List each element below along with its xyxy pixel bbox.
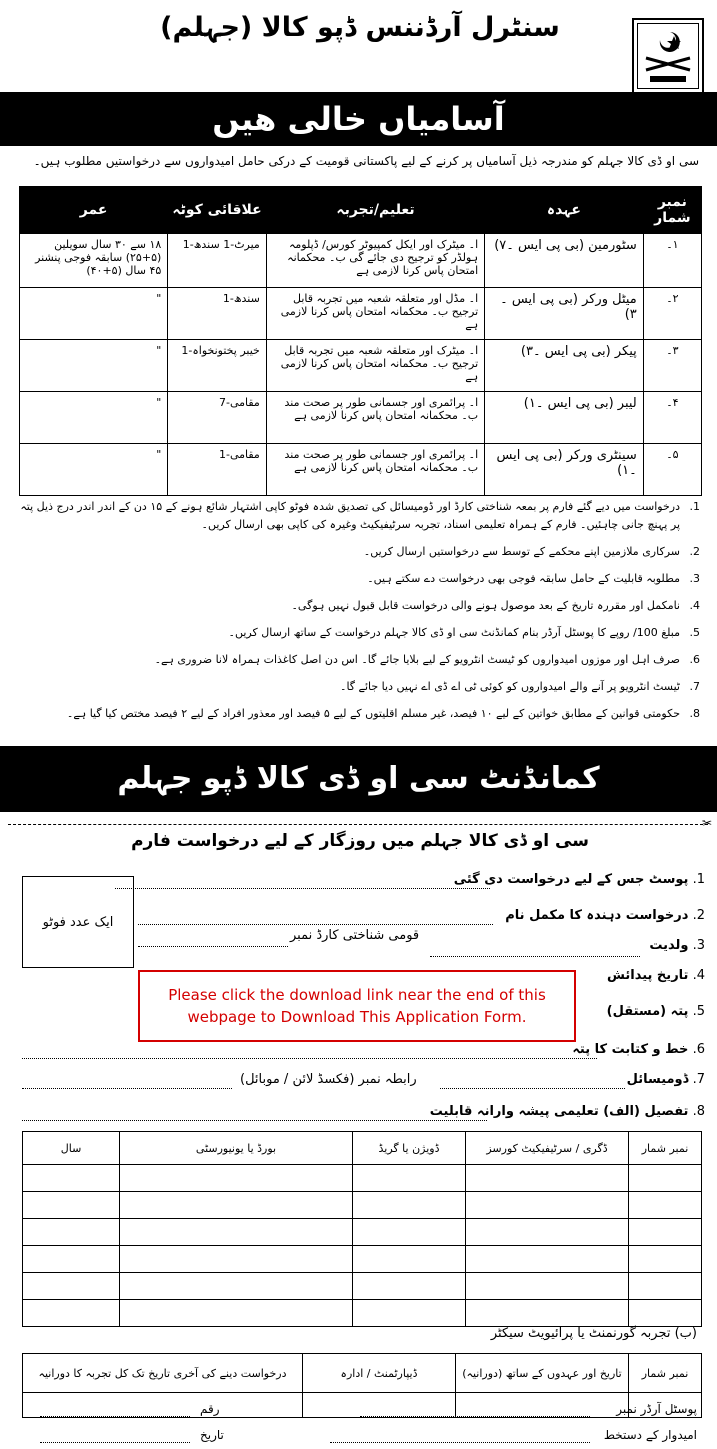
field-qualification — [430, 1104, 705, 1119]
note-number: 1. — [689, 500, 700, 513]
download-notice: Please click the download link near the end of this webpage to Download This Application Form. — [138, 970, 576, 1042]
note-text: نامکمل اور مقررہ تاریخ کے بعد موصول ہونے والی درخواست قابل قبول نہیں ہوگی۔ — [291, 599, 680, 612]
commandant-banner: کمانڈنٹ سی او ڈی کالا ڈپو جہلم — [0, 746, 717, 812]
date-input-line[interactable] — [40, 1442, 190, 1443]
scissors-icon: ✂ — [702, 816, 713, 830]
table-row — [20, 392, 702, 444]
field-dob — [607, 968, 705, 983]
row-age: " — [20, 340, 168, 392]
post-input-line[interactable] — [115, 888, 490, 889]
field-name — [505, 908, 705, 923]
postal-order-input-line[interactable] — [360, 1416, 590, 1417]
photo-box: ایک عدد فوٹو — [22, 876, 134, 968]
col-header-num: نمبر شمار — [643, 187, 701, 234]
field-post — [454, 872, 705, 887]
field-domicile — [627, 1072, 705, 1087]
cnic-input-line[interactable] — [138, 946, 288, 947]
list-item — [20, 570, 700, 588]
row-quota: مقامی-7 — [168, 392, 267, 444]
cut-line — [8, 824, 708, 825]
table-row[interactable] — [23, 1165, 702, 1192]
qualification-input-line[interactable] — [22, 1120, 487, 1121]
row-edu: ا۔ میٹرک اور ایکل کمپیوٹر کورس/ ڈپلومہ ہولڈر کو ترجیح دی جائے گی ب۔ محکمانہ امتحان پاس کرنا لازمی ہے — [266, 234, 484, 288]
row-num: ۵۔ — [643, 444, 701, 496]
field-label: پتہ (مستقل) — [606, 1004, 689, 1019]
row-age: " — [20, 288, 168, 340]
note-number: 6. — [689, 653, 700, 666]
education-table — [22, 1131, 702, 1327]
col-header-post: عہدہ — [485, 187, 644, 234]
row-num: ۳۔ — [643, 340, 701, 392]
father-name-input-line[interactable] — [430, 956, 640, 957]
date-label: تاریخ — [200, 1428, 224, 1442]
signature-label: امیدوار کے دستخط — [603, 1428, 697, 1442]
signature-input-line[interactable] — [330, 1442, 590, 1443]
note-text: سرکاری ملازمین اپنے محکمے کے توسط سے درخواستیں ارسال کریں۔ — [363, 545, 680, 558]
row-age: " — [20, 444, 168, 496]
experience-title: (ب) تجربہ گورنمنٹ یا پرائیویٹ سیکٹر — [490, 1326, 697, 1341]
edu-col-board: بورڈ یا یونیورسٹی — [120, 1132, 353, 1165]
experience-table — [22, 1353, 702, 1418]
exp-col-num: نمبر شمار — [629, 1354, 702, 1393]
field-label: تاریخ پیدائش — [607, 968, 689, 983]
field-father-name — [649, 938, 705, 953]
row-quota: مقامی-1 — [168, 444, 267, 496]
note-text: حکومتی قوانین کے مطابق خواتین کے لیے ۱۰ فیصد، غیر مسلم اقلیتوں کے لیے ۵ فیصد اور معذور افراد کے لیے ۲ فیصد مختص کیا گیا ہے۔ — [66, 707, 680, 720]
list-item — [20, 705, 700, 723]
field-label: ڈومیسائل — [626, 1072, 689, 1087]
field-number: 7. — [692, 1072, 705, 1087]
note-text: درخواست میں دیے گئے فارم پر بمعہ شناختی کارڈ اور ڈومیسائل کی تصدیق شدہ فوٹو کاپی اشتہار شائع ہونے کے ۱۵ دن کے اندر اندر درج ذیل پتہ پر پہنچ جانی چاہئیں۔ فارم کے ہمراہ تعلیمی اسناد، تجربہ سرٹیفیکیٹ وغیرہ کی کاپی بھی ارسال کریں۔ — [20, 500, 680, 531]
col-header-quota: علاقائی کوٹہ — [168, 187, 267, 234]
row-edu: ا۔ میٹرک اور متعلقہ شعبہ میں تجربہ قابل ترجیح ب۔ محکمانہ امتحان پاس کرنا لازمی ہے — [266, 340, 484, 392]
list-item — [20, 651, 700, 669]
row-post: سٹورمین (بی پی ایس ۔۷) — [485, 234, 644, 288]
note-text: مطلوبہ قابلیت کے حامل سابقہ فوجی بھی درخواست دے سکتے ہیں۔ — [367, 572, 680, 585]
table-row — [20, 234, 702, 288]
field-number: 6. — [692, 1042, 705, 1057]
row-quota: سندھ-1 — [168, 288, 267, 340]
row-edu: ا۔ پرائمری اور جسمانی طور پر صحت مند ب۔ محکمانہ امتحان پاس کرنا لازمی ہے — [266, 392, 484, 444]
table-row[interactable] — [23, 1192, 702, 1219]
table-row[interactable] — [23, 1246, 702, 1273]
table-row[interactable] — [23, 1219, 702, 1246]
intro-text: سی او ڈی کالا جہلم کو مندرجہ ذیل آسامیاں پر کرنے کے لیے پاکستانی قومیت کے درکی حامل امیدواروں سے درخواستیں مطلوب ہیں۔ — [33, 154, 699, 168]
list-item — [20, 624, 700, 642]
note-number: 8. — [689, 707, 700, 720]
row-age: ۱۸ سے ۳۰ سال سویلین (۵+۲۵) سابقہ فوجی پنشنر ۴۵ سال (۵+۴۰) — [20, 234, 168, 288]
note-text: ٹیسٹ انٹرویو پر آنے والے امیدواروں کو کوئی ٹی اے ڈی اے نہیں دیا جائے گا۔ — [340, 680, 680, 693]
field-label: ولدیت — [649, 938, 689, 953]
edu-col-degree: ڈگری / سرٹیفیکیٹ کورسز — [466, 1132, 629, 1165]
list-item — [20, 498, 700, 534]
row-post: میٹل ورکر (بی پی ایس ۔۳) — [485, 288, 644, 340]
row-post: پیکر (بی پی ایس ۔۳) — [485, 340, 644, 392]
field-label: پوسٹ جس کے لیے درخواست دی گئی — [453, 872, 689, 887]
table-row[interactable] — [23, 1300, 702, 1327]
field-number: 3. — [692, 938, 705, 953]
army-emblem-icon — [632, 18, 704, 94]
row-quota: میرٹ-1 سندھ-1 — [168, 234, 267, 288]
edu-col-grade: ڈویژن یا گریڈ — [353, 1132, 466, 1165]
row-num: ۴۔ — [643, 392, 701, 444]
field-number: 8. — [692, 1104, 705, 1119]
field-address — [607, 1004, 705, 1019]
postal-order-label: پوسٹل آرڈر نمبر — [616, 1402, 697, 1416]
page-title: سنٹرل آرڈننس ڈپو کالا (جہلم) — [160, 12, 560, 43]
vacancies-banner: آسامیاں خالی ھیں — [0, 92, 717, 146]
field-label: خط و کتابت کا پتہ — [572, 1042, 689, 1057]
field-number: 5. — [692, 1004, 705, 1019]
field-mailing-address — [572, 1042, 705, 1057]
jobs-table — [19, 186, 702, 496]
name-input-line[interactable] — [138, 924, 493, 925]
note-number: 3. — [689, 572, 700, 585]
row-edu: ا۔ پرائمری اور جسمانی طور پر صحت مند ب۔ محکمانہ امتحان پاس کرنا لازمی ہے — [266, 444, 484, 496]
list-item — [20, 543, 700, 561]
field-number: 4. — [692, 968, 705, 983]
amount-label: رقم — [200, 1402, 220, 1416]
amount-input-line[interactable] — [40, 1416, 190, 1417]
note-number: 5. — [689, 626, 700, 639]
note-number: 2. — [689, 545, 700, 558]
contact-label: رابطہ نمبر (فکسڈ لائن / موبائل) — [240, 1072, 417, 1087]
field-label: تفصیل (الف) تعلیمی پیشہ وارانہ قابلیت — [429, 1104, 689, 1119]
field-number: 1. — [692, 872, 705, 887]
row-num: ۱۔ — [643, 234, 701, 288]
exp-col-total: درخواست دینے کی آخری تاریخ تک کل تجربہ کا دورانیہ — [23, 1354, 303, 1393]
table-row — [20, 340, 702, 392]
row-edu: ا۔ مڈل اور متعلقہ شعبہ میں تجربہ قابل ترجیح ب۔ محکمانہ امتحان پاس کرنا لازمی ہے — [266, 288, 484, 340]
cnic-label: قومی شناختی کارڈ نمبر — [290, 928, 420, 943]
col-header-age: عمر — [20, 187, 168, 234]
row-num: ۲۔ — [643, 288, 701, 340]
mailing-address-input-line[interactable] — [22, 1058, 597, 1059]
note-text: صرف اہل اور موزوں امیدواروں کو ٹیسٹ انٹرویو کے لیے بلایا جائے گا۔ اس دن اصل کاغذات ہمراہ لانا ضروری ہے۔ — [154, 653, 680, 666]
field-label: درخواست دہندہ کا مکمل نام — [505, 908, 689, 923]
table-row[interactable] — [23, 1273, 702, 1300]
table-row — [20, 288, 702, 340]
exp-col-dept: ڈیپارٹمنٹ / ادارہ — [303, 1354, 456, 1393]
note-text: مبلغ 100/ روپے کا پوسٹل آرڈر بنام کمانڈنٹ سی او ڈی کالا جہلم درخواست کے ساتھ ارسال کریں۔ — [228, 626, 680, 639]
table-row[interactable] — [23, 1393, 702, 1418]
row-age: " — [20, 392, 168, 444]
instructions-list — [20, 498, 700, 732]
col-header-edu: تعلیم/تجربہ — [266, 187, 484, 234]
edu-col-num: نمبر شمار — [629, 1132, 702, 1165]
form-title: سی او ڈی کالا جہلم میں روزگار کے لیے درخواست فارم — [131, 831, 589, 851]
note-number: 7. — [689, 680, 700, 693]
row-post: سینٹری ورکر (بی پی ایس ۔۱) — [485, 444, 644, 496]
row-quota: خیبر پختونخواہ-1 — [168, 340, 267, 392]
row-post: لیبر (بی پی ایس ۔۱) — [485, 392, 644, 444]
edu-col-year: سال — [23, 1132, 120, 1165]
note-number: 4. — [689, 599, 700, 612]
domicile-input-line[interactable] — [440, 1088, 625, 1089]
contact-input-line[interactable] — [22, 1088, 232, 1089]
list-item — [20, 678, 700, 696]
list-item — [20, 597, 700, 615]
exp-col-duration: تاریخ اور عہدوں کے ساتھ (دورانیہ) — [456, 1354, 629, 1393]
field-number: 2. — [692, 908, 705, 923]
table-row — [20, 444, 702, 496]
